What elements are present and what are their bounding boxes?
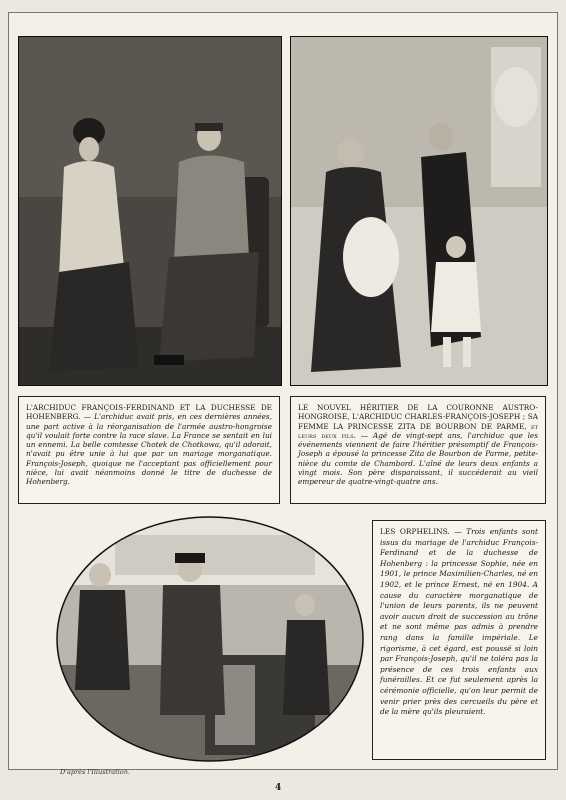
orphans-illustration: [55, 515, 365, 763]
caption-heading: L'ARCHIDUC FRANÇOIS-FERDINAND ET LA DUCHESSE DE HOHENBERG.: [26, 403, 272, 422]
photo-archduke-duchess: [18, 36, 282, 386]
caption-heading: LE NOUVEL HÉRITIER DE LA COURONNE AUSTRO-HONGROISE, L'ARCHIDUC CHARLES-FRANÇOIS-JOSEPH ; SA FEMME LA PRINCESSE ZITA DE BOURBON DE PARME, et leurs deux fils.: [298, 403, 538, 440]
caption-body: — L'archiduc avait pris, en ces dernières années, une part active à la réorganisation de l'armée austro-hongroise qu'il voulait forte contre la race slave. La France se sentait en lui un ennemi. La belle comtesse Chotek de Chotkowa, qu'il adorait, n'avait pu être unie à lui que par un mariage morganatique. François-Joseph, quoique ne l'acceptant pas officiellement pour nièce, lui avait néanmoins donné le titre de duchesse de Hohenberg.: [26, 412, 272, 487]
photo-credit: D'après l'Illustration.: [60, 768, 130, 776]
photo-charles-zita-family: [290, 36, 548, 386]
caption-heading: LES ORPHELINS.: [380, 527, 450, 536]
family-illustration: [291, 37, 547, 385]
caption-orphans: [372, 520, 546, 760]
caption-body: — Agé de vingt-sept ans, l'archiduc que les événements viennent de faire l'héritier présomptif de François-Joseph a épousé la princesse Zita de Bourbon de Parme, petite-nièce du comte de Chambord. L'aîné de leurs deux enfants a vingt mois. Son père disparaissant, il succéderait au vieil empereur de quatre-vingt-quatre ans.: [298, 430, 538, 487]
page-number: 4: [275, 783, 282, 793]
portrait-illustration: [19, 37, 281, 385]
photo-orphans: [55, 515, 365, 763]
caption-new-heir: [290, 396, 546, 504]
caption-body: — Trois enfants sont issus du mariage de l'archiduc François-Ferdinand et de la duchesse de Hohenberg : la princesse Sophie, née en 1901, le prince Maximilien-Charles, né en 1902, et le prince Ernest, né en 1904. A cause du caractère morganatique de l'union de leurs parents, ils ne peuvent avoir aucun droit de succession au trône et ne sont même pas admis à prendre rang dans la famille impériale. Le rigorisme, à cet égard, est poussé si loin par François-Joseph, qu'il ne toléra pas la présence de ces trois enfants aux funérailles. Et ce fut seulement après la cérémonie officielle, qu'on leur permit de venir prier près des cercueils du père et de la mère qu'ils pleuraient.: [380, 527, 538, 717]
caption-archduke-duchess: [18, 396, 280, 504]
